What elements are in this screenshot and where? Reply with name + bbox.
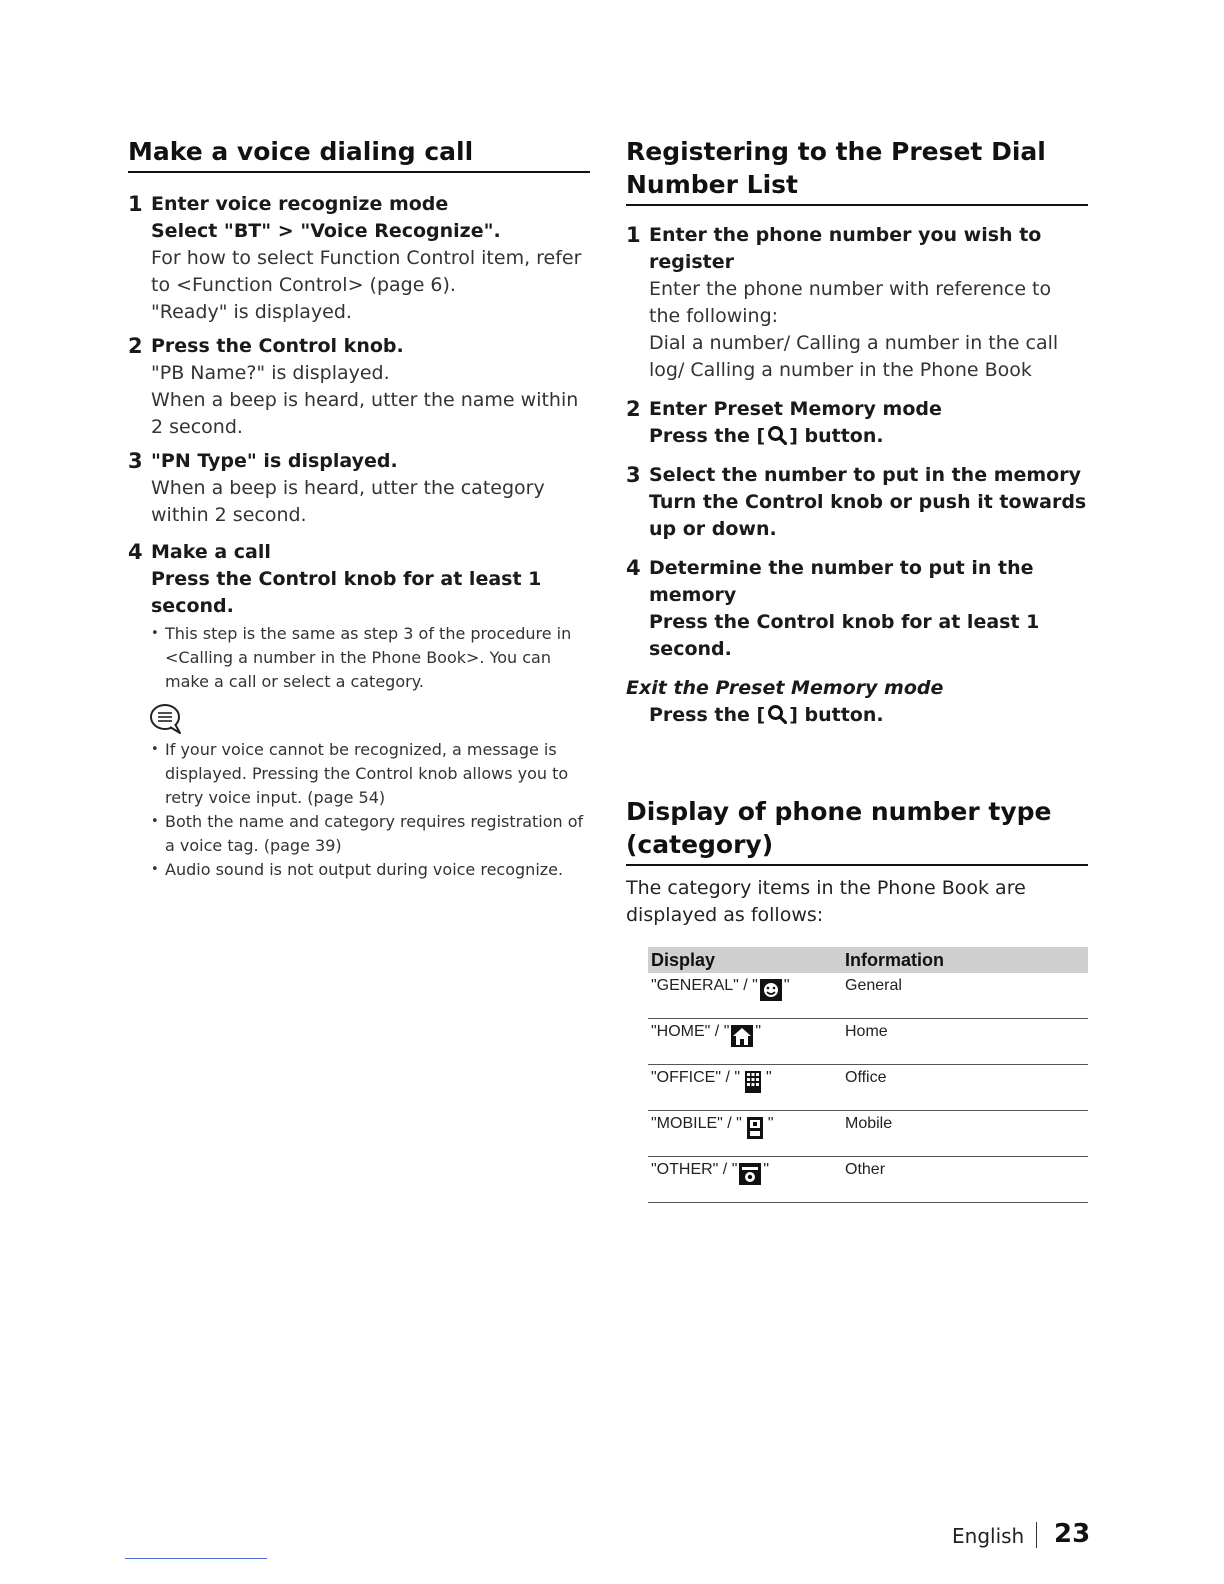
display-text: " xyxy=(767,1115,774,1132)
info-cell: General xyxy=(842,973,1088,1019)
step-title: Determine the number to put in the memory xyxy=(649,557,1034,606)
note-icon xyxy=(148,702,186,736)
general-icon xyxy=(759,978,783,1002)
step-text: When a beep is heard, utter the name within 2 second. xyxy=(151,389,579,438)
left-column xyxy=(128,135,590,882)
section-title-voice-dialing: Make a voice dialing call xyxy=(128,135,590,173)
step-4 xyxy=(626,555,1088,663)
display-cell xyxy=(648,1065,842,1111)
right-column xyxy=(626,135,1088,1203)
note-item: • If your voice cannot be recognized, a message is displayed. Pressing the Control knob allows you to retry voice input. (page 54) xyxy=(151,738,590,810)
mobile-icon xyxy=(743,1116,767,1140)
step-1 xyxy=(128,191,590,326)
step-text: When a beep is heard, utter the category within 2 second. xyxy=(151,477,545,526)
note-item: • Audio sound is not output during voice recognize. xyxy=(151,858,590,882)
home-icon xyxy=(730,1024,754,1048)
office-icon xyxy=(741,1070,765,1094)
table-header-row xyxy=(648,947,1088,973)
display-text: "HOME" / " xyxy=(651,1023,730,1040)
step-bullets xyxy=(151,622,590,694)
display-text: " xyxy=(783,977,790,994)
column-header-information: Information xyxy=(842,947,1088,973)
step-title: Enter voice recognize mode xyxy=(151,193,449,215)
search-icon xyxy=(767,425,787,445)
step-1 xyxy=(626,222,1088,384)
table-row xyxy=(648,1065,1088,1111)
note-list xyxy=(128,738,590,882)
display-text: "GENERAL" / " xyxy=(651,977,758,994)
action-text: Press the [ xyxy=(649,425,766,447)
display-text: "OFFICE" / " xyxy=(651,1069,741,1086)
step-number: 2 xyxy=(128,334,143,358)
table-row xyxy=(648,1157,1088,1203)
action-text: Press the [ xyxy=(649,704,766,726)
search-icon xyxy=(767,704,787,724)
step-3 xyxy=(128,448,590,529)
info-cell: Mobile xyxy=(842,1111,1088,1157)
display-text: " xyxy=(766,1069,772,1086)
step-number: 1 xyxy=(128,192,143,216)
exit-block xyxy=(626,675,1088,729)
step-action: Press the Control knob for at least 1 second. xyxy=(151,568,542,617)
step-action xyxy=(649,423,1088,450)
display-text: "MOBILE" / " xyxy=(651,1115,742,1132)
step-4 xyxy=(128,539,590,694)
step-number: 4 xyxy=(626,556,641,580)
step-action: Press the Control knob for at least 1 second. xyxy=(649,611,1040,660)
step-action: Select "BT" > "Voice Recognize". xyxy=(151,220,501,242)
section-title-preset-dial: Registering to the Preset Dial Number List xyxy=(626,135,1088,206)
section-title-phone-type: Display of phone number type (category) xyxy=(626,795,1088,866)
display-text: "OTHER" / " xyxy=(651,1161,738,1178)
column-header-display: Display xyxy=(648,947,842,973)
category-table xyxy=(648,947,1088,1203)
step-title: Press the Control knob. xyxy=(151,335,404,357)
step-text: For how to select Function Control item, refer to <Function Control> (page 6). xyxy=(151,247,582,296)
display-cell xyxy=(648,973,842,1019)
display-text: " xyxy=(755,1023,762,1040)
step-number: 1 xyxy=(626,223,641,247)
exit-title: Exit the Preset Memory mode xyxy=(626,677,944,699)
action-text: ] button. xyxy=(789,704,884,726)
step-title: Make a call xyxy=(151,541,271,563)
step-action: Turn the Control knob or push it towards up or down. xyxy=(649,491,1087,540)
step-title: "PN Type" is displayed. xyxy=(151,450,398,472)
bullet-item: • This step is the same as step 3 of the procedure in <Calling a number in the Phone Book>. You can make a call or select a category. xyxy=(151,622,590,694)
table-row xyxy=(648,1019,1088,1065)
step-3 xyxy=(626,462,1088,543)
step-text: "PB Name?" is displayed. xyxy=(151,362,390,384)
display-text: " xyxy=(763,1161,770,1178)
step-text: Enter the phone number with reference to the following: xyxy=(649,278,1052,327)
info-cell: Home xyxy=(842,1019,1088,1065)
step-text: Dial a number/ Calling a number in the call log/ Calling a number in the Phone Book xyxy=(649,332,1059,381)
step-2 xyxy=(626,396,1088,450)
table-row xyxy=(648,973,1088,1019)
info-cell: Other xyxy=(842,1157,1088,1203)
step-number: 3 xyxy=(626,463,641,487)
exit-action xyxy=(626,702,1088,729)
action-text: ] button. xyxy=(789,425,884,447)
step-2 xyxy=(128,333,590,441)
display-cell xyxy=(648,1157,842,1203)
display-cell xyxy=(648,1019,842,1065)
step-number: 4 xyxy=(128,540,143,564)
display-cell xyxy=(648,1111,842,1157)
step-title: Select the number to put in the memory xyxy=(649,464,1081,486)
footer-language: English xyxy=(952,1524,1025,1548)
section-intro: The category items in the Phone Book are displayed as follows: xyxy=(626,877,1026,926)
other-icon xyxy=(738,1162,762,1186)
step-title: Enter the phone number you wish to register xyxy=(649,224,1042,273)
footer-rule xyxy=(125,1558,267,1559)
step-number: 2 xyxy=(626,397,641,421)
page-number: 23 xyxy=(1054,1519,1091,1549)
table-row xyxy=(648,1111,1088,1157)
step-text: "Ready" is displayed. xyxy=(151,301,352,323)
info-cell: Office xyxy=(842,1065,1088,1111)
step-title: Enter Preset Memory mode xyxy=(649,398,942,420)
step-number: 3 xyxy=(128,449,143,473)
footer-separator xyxy=(1036,1522,1037,1548)
note-item: • Both the name and category requires registration of a voice tag. (page 39) xyxy=(151,810,590,858)
